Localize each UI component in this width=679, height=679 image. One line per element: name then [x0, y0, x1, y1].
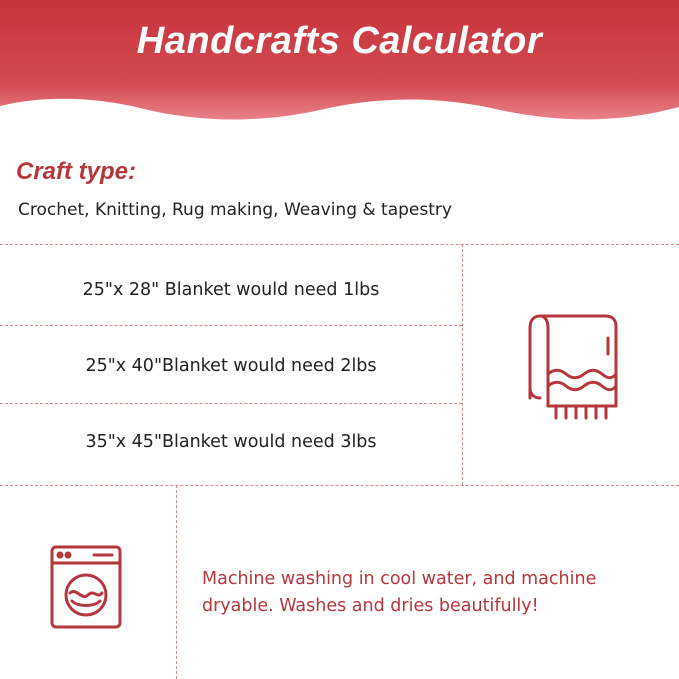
divider-vertical-right	[462, 244, 463, 485]
washing-machine-icon	[50, 545, 122, 634]
divider-top	[0, 244, 679, 245]
craft-type-value: Crochet, Knitting, Rug making, Weaving & tapestry	[18, 200, 452, 220]
blanket-icon	[524, 308, 622, 429]
size-row-3: 35"x 45"Blanket would need 3lbs	[85, 432, 377, 452]
divider-row-1	[0, 325, 462, 326]
size-row-1: 25"x 28" Blanket would need 1lbs	[82, 280, 380, 300]
divider-row-2	[0, 403, 462, 404]
page-title: Handcrafts Calculator	[136, 20, 543, 62]
size-row-2: 25"x 40"Blanket would need 2lbs	[85, 356, 377, 376]
washing-instructions: Machine washing in cool water, and machine dryable. Washes and dries beautifully!	[202, 569, 597, 616]
craft-type-label: Craft type:	[16, 158, 137, 185]
divider-vertical-left	[176, 485, 177, 679]
divider-middle	[0, 485, 679, 486]
header-banner	[0, 0, 679, 125]
